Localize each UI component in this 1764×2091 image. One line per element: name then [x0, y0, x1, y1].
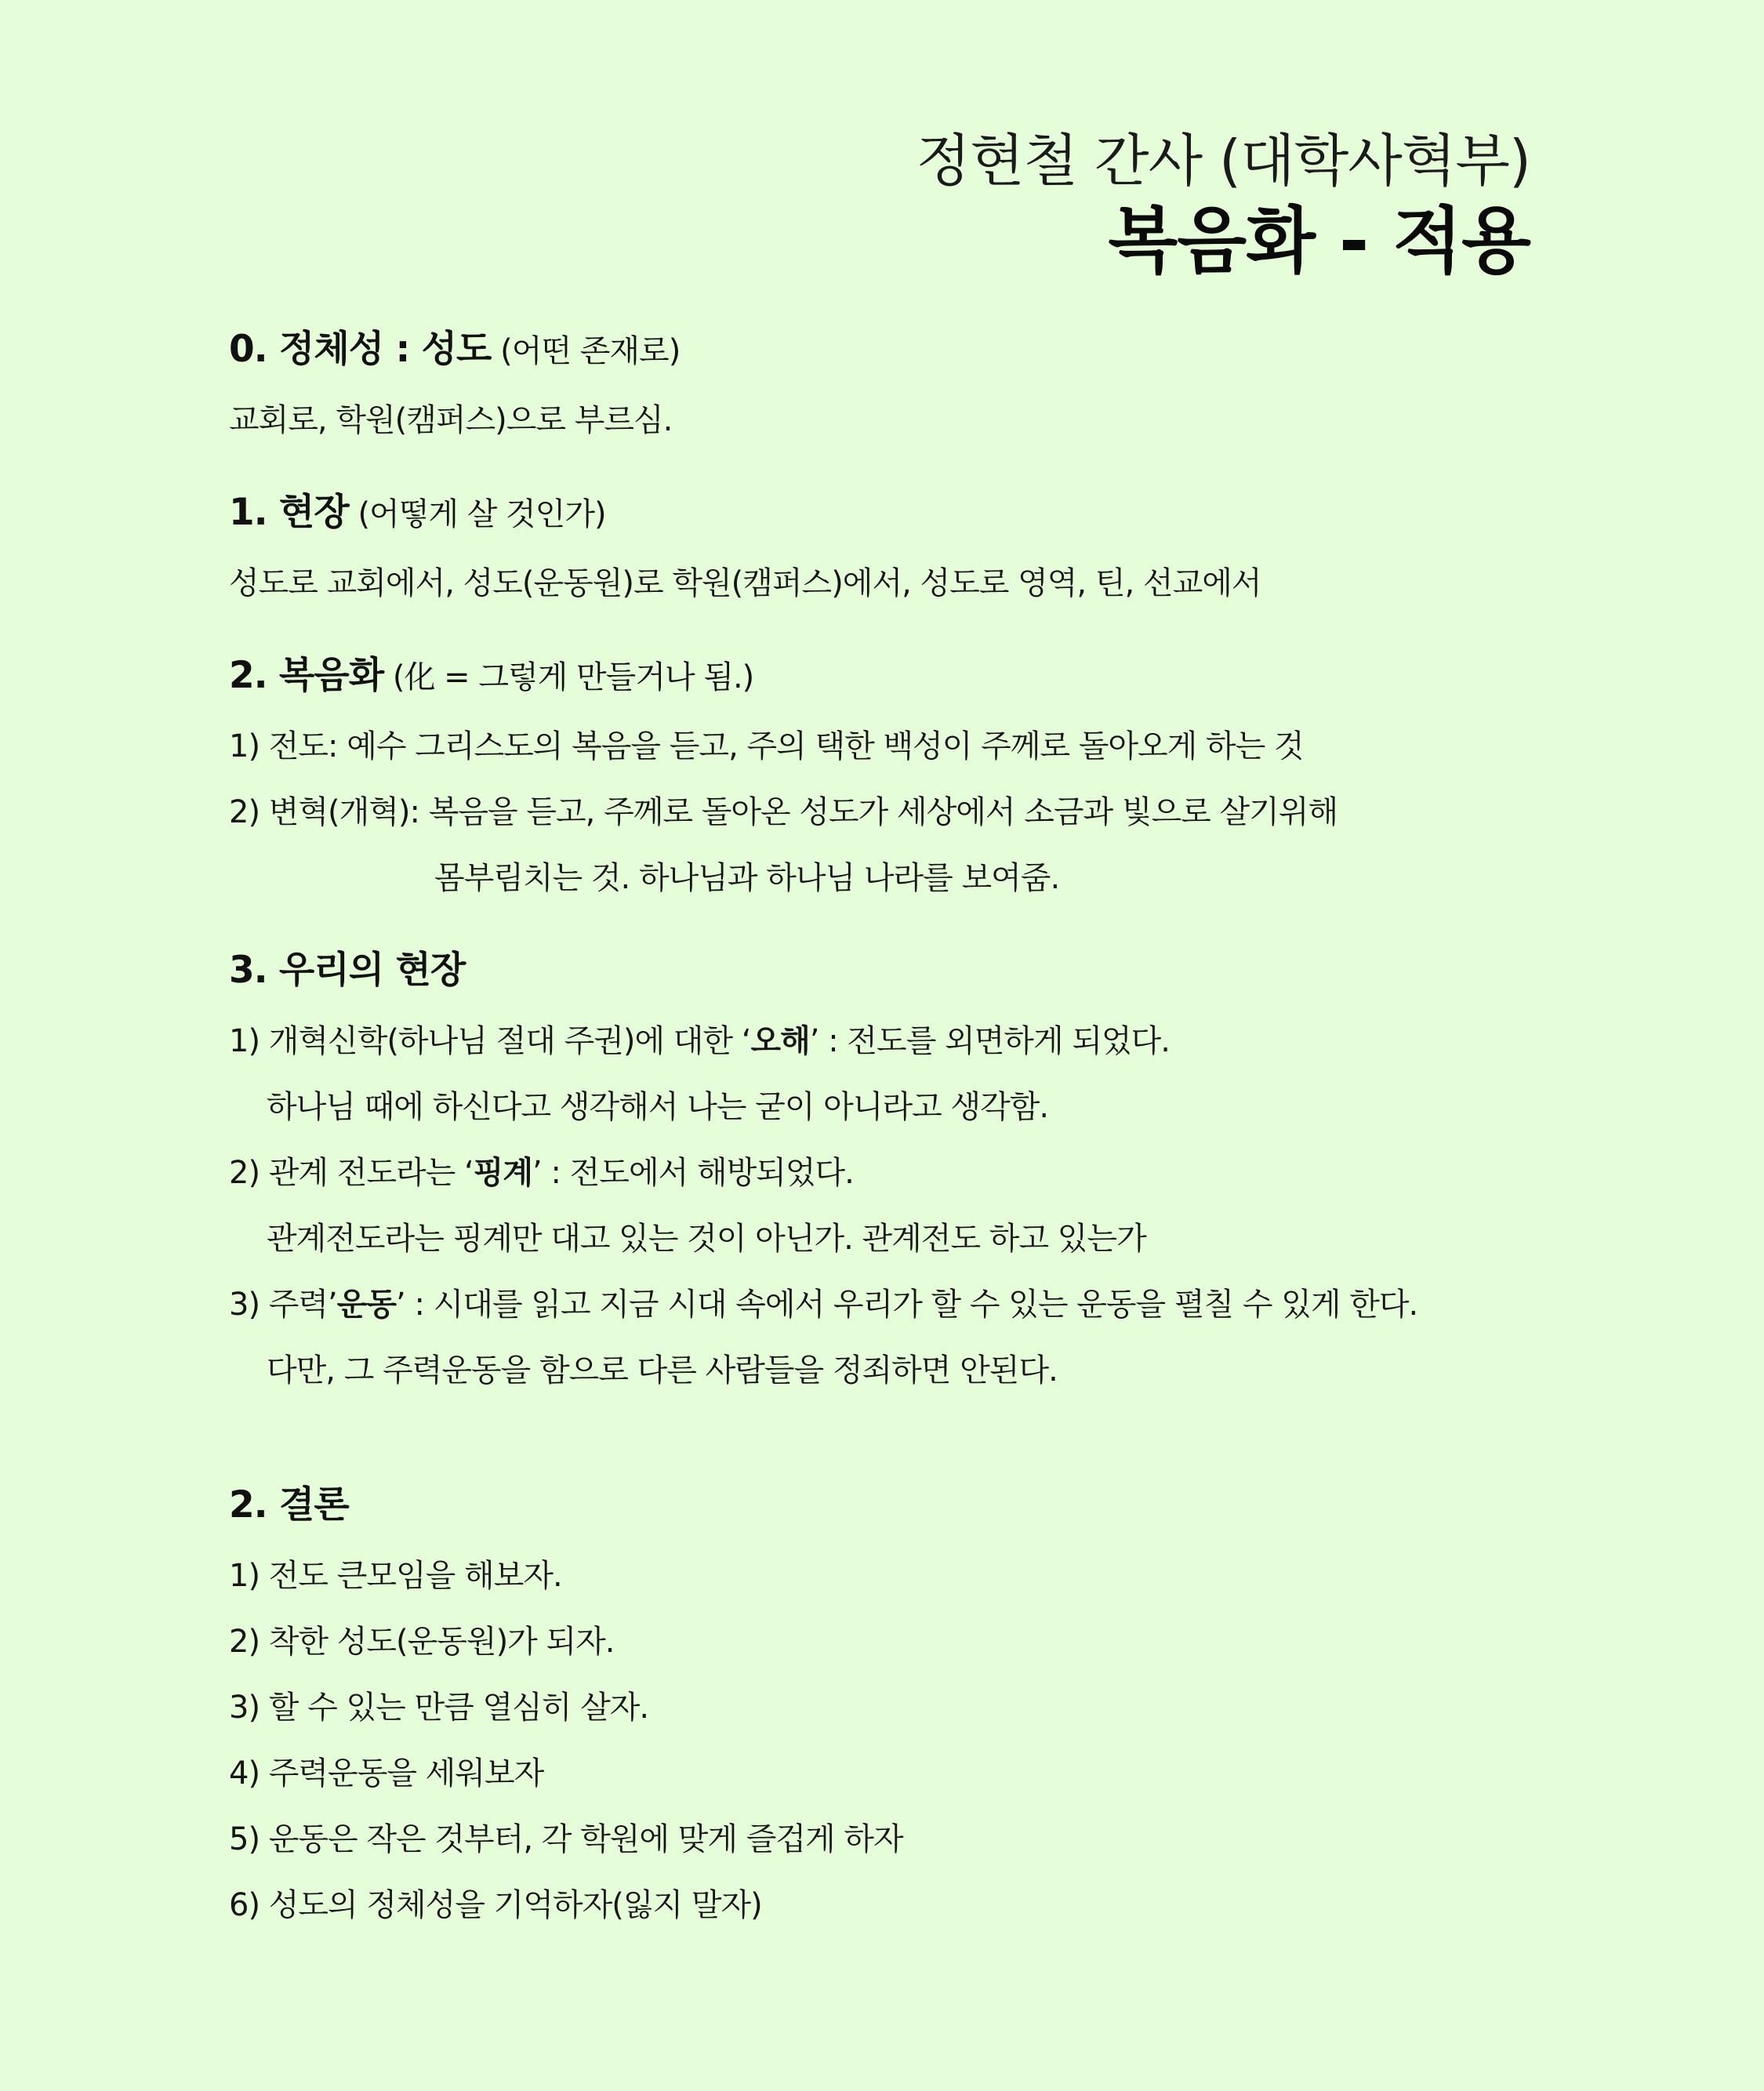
- emphasis-text: 오해: [750, 1023, 810, 1059]
- list-item: 5) 운동은 작은 것부터, 각 학원에 맞게 즐겁게 하자: [229, 1821, 903, 1857]
- body-line: 성도로 교회에서, 성도(운동원)로 학원(캠퍼스)에서, 성도로 영역, 틴, 선교에서: [229, 565, 1261, 601]
- emphasis-text: 핑계: [473, 1155, 533, 1191]
- section-heading: [229, 485, 1577, 541]
- section-identity: [229, 321, 1577, 453]
- section-heading-text: 2. 결론: [229, 1483, 349, 1527]
- list-item-continuation: 관계전도라는 핑계만 대고 있는 것이 아닌가. 관계전도 하고 있는가: [267, 1221, 1146, 1257]
- section-heading-note: (어떤 존재로): [491, 333, 681, 369]
- list-item: 2) 착한 성도(운동원)가 되자.: [229, 1624, 615, 1660]
- list-item: 2) 변혁(개혁): 복음을 듣고, 주께로 돌아온 성도가 세상에서 소금과 빛으로 살기위해: [229, 794, 1338, 830]
- list-item: 6) 성도의 정체성을 기억하자(잃지 말자): [229, 1887, 762, 1923]
- list-item-continuation: 다만, 그 주력운동을 함으로 다른 사람들을 정죄하면 안된다.: [267, 1352, 1058, 1389]
- section-heading-text: 1. 현장: [229, 491, 349, 534]
- section-heading-note: (化 = 그렇게 만들거나 됨.): [383, 659, 754, 695]
- document-header: [916, 122, 1530, 288]
- body-line: 교회로, 학원(캠퍼스)으로 부르심.: [229, 402, 673, 438]
- list-item: 4) 주력운동을 세워보자: [229, 1755, 544, 1792]
- section-heading-note: (어떻게 살 것인가): [348, 496, 606, 532]
- list-item: [229, 1140, 1577, 1206]
- list-item-text: 3) 주력’: [229, 1287, 337, 1323]
- section-our-field: [229, 942, 1577, 1403]
- section-heading-text: 0. 정체성 : 성도: [229, 328, 492, 371]
- list-item-text: ’ : 전도를 외면하게 되었다.: [809, 1023, 1170, 1059]
- section-heading: [229, 1477, 1577, 1534]
- list-item-continuation: 몸부림치는 것. 하나님과 하나님 나라를 보여줌.: [434, 860, 1060, 896]
- list-item-text: ’ : 전도에서 해방되었다.: [532, 1155, 854, 1191]
- section-field: [229, 485, 1577, 616]
- spacer: [229, 1435, 1577, 1477]
- section-heading: [229, 648, 1577, 704]
- section-evangelization: [229, 648, 1577, 911]
- section-heading: [229, 942, 1577, 999]
- list-item: 3) 할 수 있는 만큼 열심히 살자.: [229, 1690, 649, 1726]
- document-body: [229, 321, 1577, 1969]
- author-line: 정현철 간사 (대학사혁부): [916, 128, 1530, 194]
- section-conclusion: [229, 1477, 1577, 1938]
- emphasis-text: 운동: [336, 1287, 397, 1323]
- list-item-text: 2) 관계 전도라는 ‘: [229, 1155, 474, 1191]
- document-title: 복음화 - 적용: [1108, 199, 1530, 283]
- list-item-text: ’ : 시대를 읽고 지금 시대 속에서 우리가 할 수 있는 운동을 펼칠 수 있게 한다.: [396, 1287, 1418, 1323]
- section-heading-text: 2. 복음화: [229, 654, 384, 697]
- list-item: [229, 1272, 1577, 1338]
- list-item: [229, 1008, 1577, 1074]
- list-item: 1) 전도: 예수 그리스도의 복음을 듣고, 주의 택한 백성이 주께로 돌아오게 하는 것: [229, 728, 1304, 764]
- list-item-text: 1) 개혁신학(하나님 절대 주권)에 대한 ‘: [229, 1023, 751, 1059]
- section-heading: [229, 321, 1577, 378]
- list-item-continuation: 하나님 때에 하신다고 생각해서 나는 굳이 아니라고 생각함.: [267, 1089, 1049, 1125]
- section-heading-text: 3. 우리의 현장: [229, 949, 466, 992]
- list-item: 1) 전도 큰모임을 해보자.: [229, 1558, 562, 1594]
